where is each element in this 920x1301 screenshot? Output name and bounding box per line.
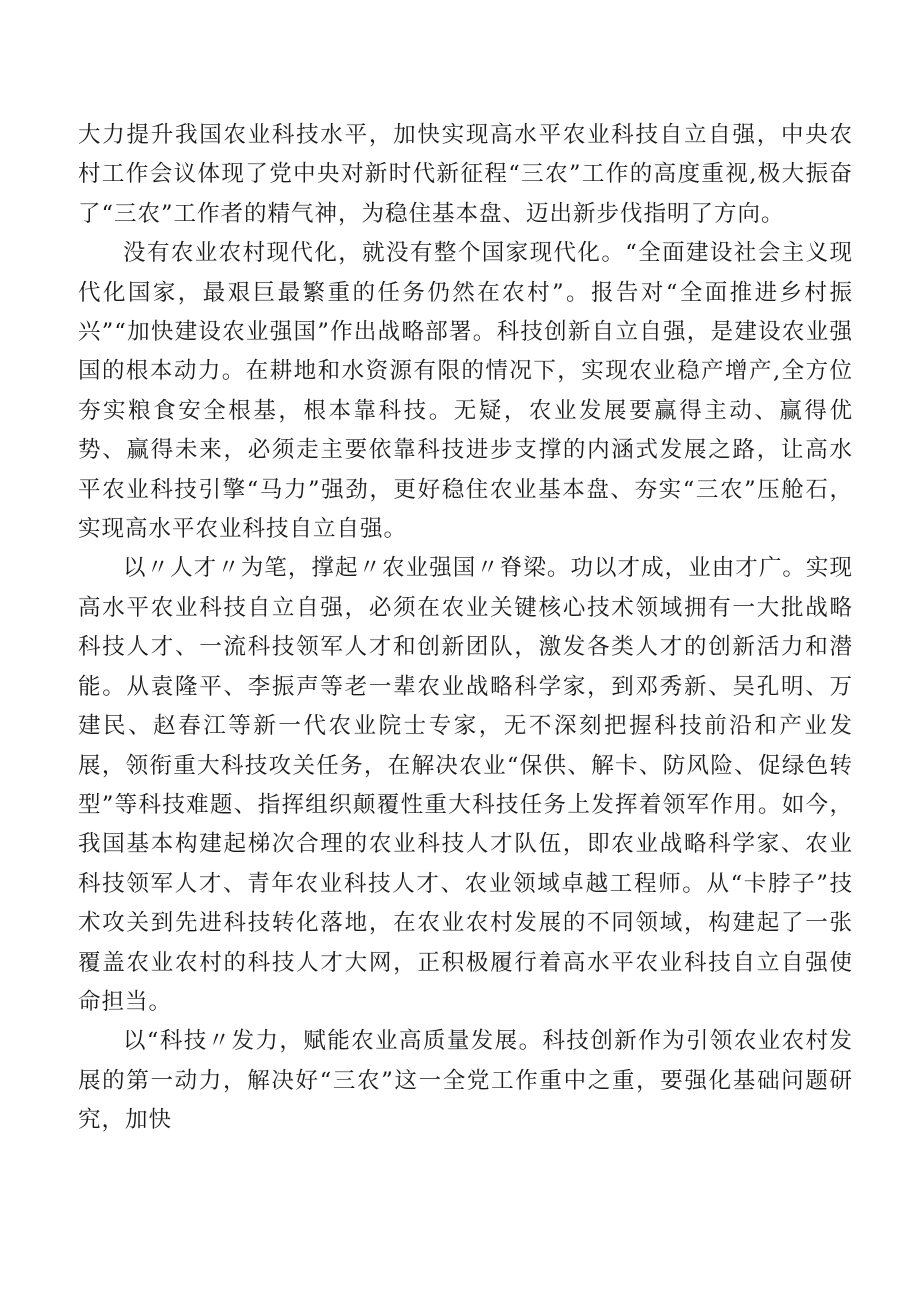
paragraph-4: 以“科技〃发力，赋能农业高质量发展。科技创新作为引领农业农村发展的第一动力，解决好“三农”这一全党工作重中之重，要强化基础问题研究，加快	[78, 1028, 853, 1134]
paragraph-1: 大力提升我国农业科技水平，加快实现高水平农业科技自立自强，中央农村工作会议体现了党中央对新时代新征程“三农”工作的高度重视,极大振奋了“三农”工作者的精气神，为稳住基本盘、迈出新步伐指明了方向。	[78, 122, 853, 227]
paragraph-3: 以〃人才〃为笔，撑起〃农业强国〃脊梁。功以才成，业由才广。实现高水平农业科技自立自强，必须在农业关键核心技术领域拥有一大批战略科技人才、一流科技领军人才和创新团队，激发各类人才的创新活力和潜能。从袁隆平、李振声等老一辈农业战略科学家，到邓秀新、吴孔明、万建民、赵春江等新一代农业院士专家，无不深刻把握科技前沿和产业发展，领衔重大科技攻关任务，在解决农业“保供、解卡、防风险、促绿色转型”等科技难题、指挥组织颠覆性重大科技任务上发挥着领军作用。如今，我国基本构建起梯次合理的农业科技人才队伍，即农业战略科学家、农业科技领军人才、青年农业科技人才、农业领域卓越工程师。从“卡脖子”技术攻关到先进科技转化落地，在农业农村发展的不同领域，构建起了一张覆盖农业农村的科技人才大网，正积极履行着高水平农业科技自立自强使命担当。	[78, 555, 853, 1015]
document-body	[78, 116, 853, 1141]
paragraph-2: 没有农业农村现代化，就没有整个国家现代化。“全面建设社会主义现代化国家，最艰巨最繁重的任务仍然在农村”。报告对“全面推进乡村振兴”“加快建设农业强国”作出战略部署。科技创新自立自强，是建设农业强国的根本动力。在耕地和水资源有限的情况下，实现农业稳产增产,全方位夯实粮食安全根基，根本靠科技。无疑，农业发展要赢得主动、赢得优势、赢得未来，必须走主要依靠科技进步支撑的内涵式发展之路，让高水平农业科技引擎“马力”强劲，更好稳住农业基本盘、夯实“三农”压舱石，实现高水平农业科技自立自强。	[78, 240, 853, 543]
